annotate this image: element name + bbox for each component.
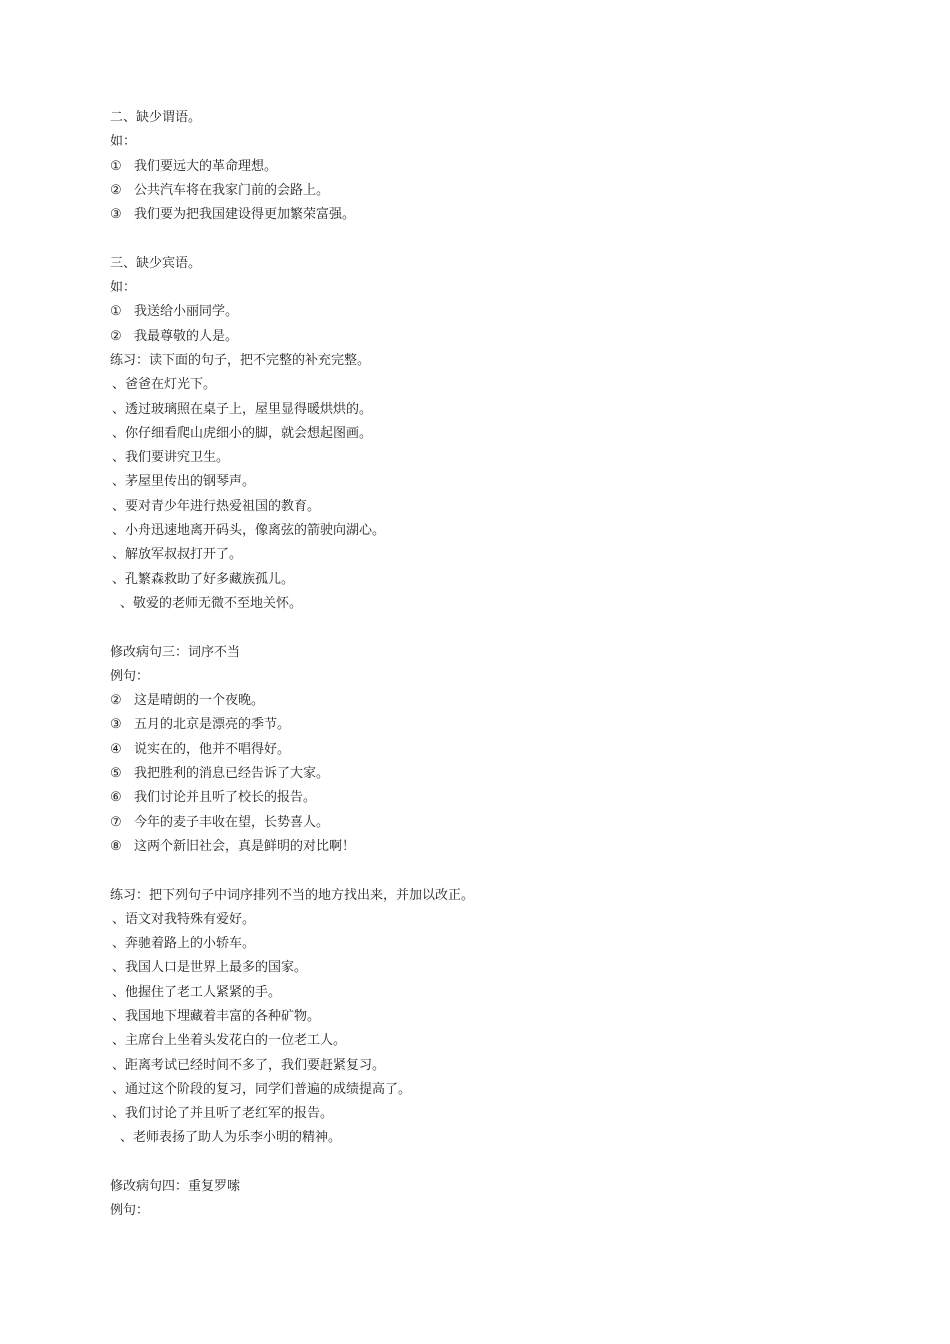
item-text: 公共汽车将在我家门前的会路上。 bbox=[134, 182, 330, 198]
exercise-item: 、距离考试已经时间不多了，我们要赶紧复习。 bbox=[112, 1057, 386, 1073]
item-number: ① bbox=[110, 158, 122, 174]
exercise-title: 练习：把下列句子中词序排列不当的地方找出来，并加以改正。 bbox=[110, 887, 475, 903]
exercise-item: 、小舟迅速地离开码头，像离弦的箭驶向湖心。 bbox=[112, 523, 386, 539]
item-number: ⑧ bbox=[110, 838, 122, 854]
item-number: ③ bbox=[110, 207, 122, 223]
item-number: ④ bbox=[110, 741, 122, 757]
item-number: ⑥ bbox=[110, 790, 122, 806]
exercise-item: 、我国地下埋藏着丰富的各种矿物。 bbox=[112, 1008, 321, 1024]
item-text: 今年的麦子丰收在望，长势喜人。 bbox=[134, 814, 330, 830]
exercise-title: 练习：读下面的句子，把不完整的补充完整。 bbox=[110, 352, 371, 368]
item-text: 我们要远大的革命理想。 bbox=[134, 158, 278, 174]
document-page bbox=[110, 106, 870, 1224]
section-heading: 修改病句三：词序不当 bbox=[110, 644, 241, 660]
section-heading: 三、缺少宾语。 bbox=[110, 255, 202, 271]
numbered-item bbox=[110, 155, 870, 179]
exercise-item: 、我们讨论了并且听了老红军的报告。 bbox=[112, 1106, 334, 1122]
exercise-item: 、孔繁森救助了好多藏族孤儿。 bbox=[112, 571, 295, 587]
blank-line bbox=[110, 1151, 870, 1175]
exercise-item: 、语文对我特殊有爱好。 bbox=[112, 911, 256, 927]
item-text: 这两个新旧社会，真是鲜明的对比啊！ bbox=[134, 838, 356, 854]
blank-line bbox=[110, 616, 870, 640]
numbered-item bbox=[110, 203, 870, 227]
item-text: 我把胜利的消息已经告诉了大家。 bbox=[134, 766, 330, 782]
item-number: ② bbox=[110, 693, 122, 709]
section-heading: 二、缺少谓语。 bbox=[110, 110, 202, 125]
example-label: 如： bbox=[110, 280, 137, 296]
exercise-item: 、敬爱的老师无微不至地关怀。 bbox=[120, 595, 303, 611]
exercise-item: 、解放军叔叔打开了。 bbox=[112, 547, 243, 563]
item-number: ⑤ bbox=[110, 766, 122, 782]
exercise-item: 、奔驰着路上的小轿车。 bbox=[112, 936, 256, 952]
exercise-item: 、我国人口是世界上最多的国家。 bbox=[112, 960, 308, 976]
item-text: 我们要为把我国建设得更加繁荣富强。 bbox=[134, 207, 356, 223]
blank-line bbox=[110, 227, 870, 251]
numbered-item bbox=[110, 713, 870, 737]
blank-line bbox=[110, 859, 870, 883]
section-heading: 修改病句四：重复罗嗦 bbox=[110, 1179, 241, 1195]
item-number: ② bbox=[110, 182, 122, 198]
exercise-item: 、老师表扬了助人为乐李小明的精神。 bbox=[120, 1130, 342, 1146]
numbered-item bbox=[110, 689, 870, 713]
exercise-item: 、爸爸在灯光下。 bbox=[112, 377, 217, 393]
item-number: ③ bbox=[110, 717, 122, 733]
numbered-item bbox=[110, 325, 870, 349]
exercise-item: 、要对青少年进行热爱祖国的教育。 bbox=[112, 498, 321, 514]
exercise-item: 、茅屋里传出的钢琴声。 bbox=[112, 474, 256, 490]
item-number: ⑦ bbox=[110, 814, 122, 830]
numbered-item bbox=[110, 179, 870, 203]
exercise-item: 、通过这个阶段的复习，同学们普遍的成绩提高了。 bbox=[112, 1081, 412, 1097]
exercise-item: 、透过玻璃照在桌子上，屋里显得暖烘烘的。 bbox=[112, 401, 373, 417]
numbered-item bbox=[110, 811, 870, 835]
item-text: 我送给小丽同学。 bbox=[134, 304, 239, 320]
exercise-item: 、他握住了老工人紧紧的手。 bbox=[112, 984, 282, 1000]
item-number: ② bbox=[110, 328, 122, 344]
numbered-item bbox=[110, 738, 870, 762]
exercise-item: 、主席台上坐着头发花白的一位老工人。 bbox=[112, 1033, 347, 1049]
example-label: 例句： bbox=[110, 668, 150, 684]
item-text: 我最尊敬的人是。 bbox=[134, 328, 239, 344]
item-text: 说实在的，他并不唱得好。 bbox=[134, 741, 291, 757]
exercise-item: 、我们要讲究卫生。 bbox=[112, 450, 230, 466]
exercise-item: 、你仔细看爬山虎细小的脚，就会想起图画。 bbox=[112, 425, 373, 441]
numbered-item bbox=[110, 786, 870, 810]
example-label: 例句： bbox=[110, 1203, 150, 1219]
item-text: 五月的北京是漂亮的季节。 bbox=[134, 717, 291, 733]
item-number: ① bbox=[110, 304, 122, 320]
numbered-item bbox=[110, 835, 870, 859]
item-text: 这是晴朗的一个夜晚。 bbox=[134, 693, 265, 709]
numbered-item bbox=[110, 762, 870, 786]
numbered-item bbox=[110, 300, 870, 324]
item-text: 我们讨论并且听了校长的报告。 bbox=[134, 790, 317, 806]
example-label: 如： bbox=[110, 134, 137, 150]
